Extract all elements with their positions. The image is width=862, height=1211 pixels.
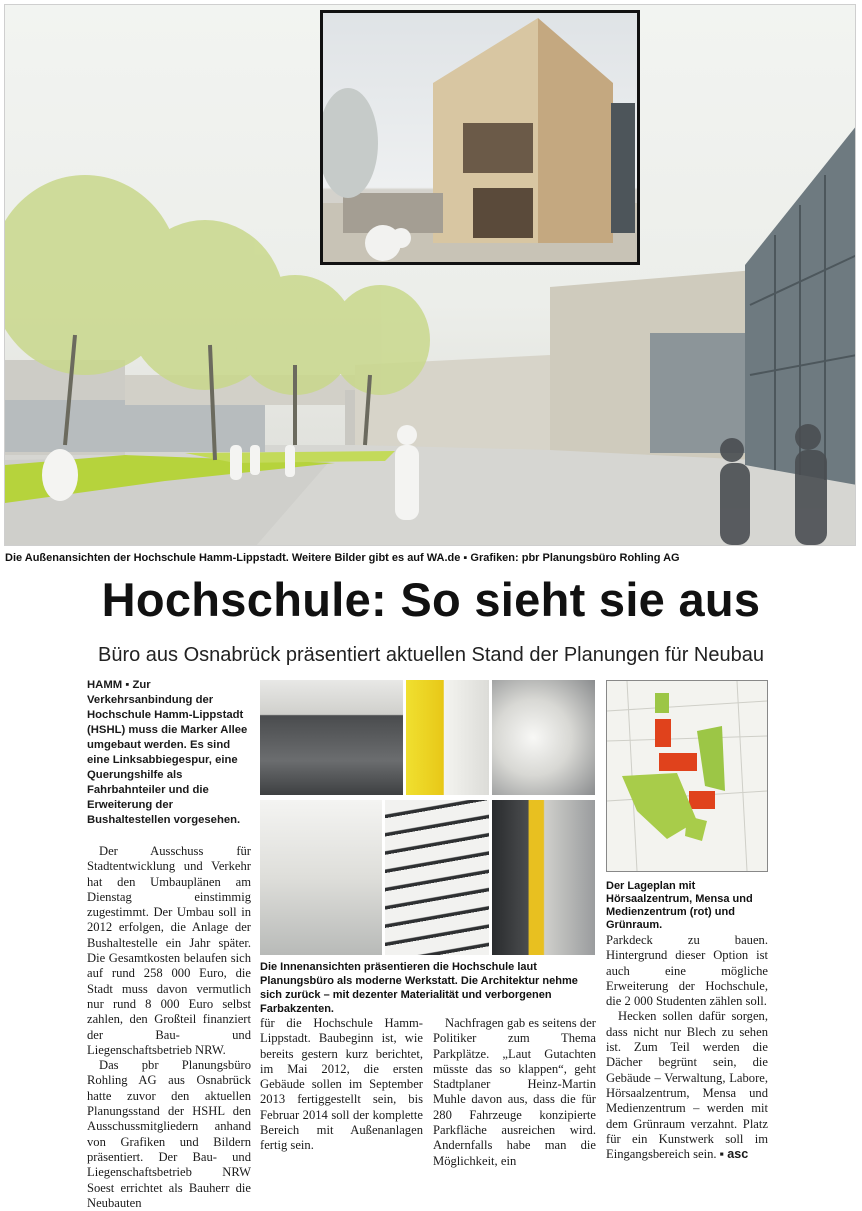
paragraph: Der Ausschuss für Stadtentwicklung und Verkehr hat den Umbauplänen am Dienstag einstimmig zugestimmt. Der Umbau soll in 2012 erfolgen, die Anlage der Bushaltestelle ein Jahr später. Die Gesamtkosten belaufen sich auf rund 258 000 Euro, die Stadt muss davon vermutlich nur rund 8 000 Euro selbst zahlen, den Großteil finanziert der Bau- und Liegenschaftsbetrieb NRW. [87,844,251,1057]
paragraph: für die Hochschule Hamm-Lippstadt. Baubeginn ist, wie bereits gestern kurz berichtet, im Mai 2012, die ersten Gebäude sollen im September 2013 fertiggestellt sein, bis Februar 2014 soll der komplette Bereich mit Außenanlagen fertig sein. [260,1016,423,1153]
building-closeup-inset [320,10,640,265]
spiral-stair-photo [492,680,595,795]
site-plan-map [606,680,768,872]
workshop-hall-photo [492,800,595,955]
paragraph: Nachfragen gab es seitens der Politiker zum Thema Parkplätze. „Laut Gutachten müsste das so klappen“, geht Stadtplaner Heinz-Martin Muhle davon aus, dass die für 280 Fahrzeuge konzipierte Parkfläche ausreichen wird. Andernfalls habe man die Möglichkeit, ein [433,1016,596,1168]
author-signature: asc [727,1147,749,1162]
paragraph: Parkdeck zu bauen. Hintergrund dieser Option ist auch eine mögliche Erweiterung der Hochschule, die 2 000 Studenten zählen soll. [606,933,768,1009]
atrium-photo [260,800,382,955]
article-column-4 [606,933,768,1162]
paragraph-text: Hecken sollen dafür sorgen, dass nicht nur Blech zu sehen ist. Zum Teil werden die Dächer begrünt sein, die Gebäude – Verwaltung, Labore, Hörsaalzentrum, Mensa und Medienzentrum – werden mit dem Grünraum verzahnt. Platz für ein Kunstwerk soll im Eingangsbereich sein. [606,1009,768,1162]
building-closeup-illustration [323,13,637,262]
interior-caption: Die Innenansichten präsentieren die Hochschule laut Planungsbüro als moderne Werkstatt. Die Architektur nehme sich zurück – mit dezenter Materialität und verborgenen Farbakzenten. [260,961,578,1015]
article-subheadline: Büro aus Osnabrück präsentiert aktuellen Stand der Planungen für Neubau [98,644,764,666]
interior-photo-grid [260,680,595,955]
hero-caption-credit: Grafiken: pbr Planungsbüro Rohling AG [470,552,680,564]
end-bullet: ▪ [719,1147,725,1162]
dateline: HAMM [87,679,123,691]
lecture-hall-photo [260,680,403,795]
yellow-corridor-photo [406,680,489,795]
article-column-2 [260,1016,423,1154]
caption-bullet: ▪ [463,552,468,564]
staircase-photo [385,800,489,955]
dateline-bullet: ▪ [125,679,130,691]
lead-text: Zur Verkehrsanbindung der Hochschule Hamm-Lippstadt (HSHL) muss die Marker Allee umgebaut werden. Es sind eine Linksabbiegespur, eine Querungshilfe als Fahrbahnteiler und die Erweiterung der Bushaltestellen vorgesehen. [87,679,248,826]
hero-caption-text: Die Außenansichten der Hochschule Hamm-Lippstadt. Weitere Bilder gibt es auf WA.de [5,552,461,564]
article-column-1 [87,678,251,1211]
site-plan-caption: Der Lageplan mit Hörsaalzentrum, Mensa und Medienzentrum (rot) und Grünraum. [606,880,753,931]
article-lead [87,678,251,828]
paragraph [606,1009,768,1162]
article-headline: Hochschule: So sieht sie aus [101,573,761,626]
hero-caption [5,552,857,565]
article-column-3 [433,1016,596,1169]
paragraph: Das pbr Planungsbüro Rohling AG aus Osnabrück hatte zuvor den aktuellen Planungsstand der HSHL den Ausschussmitgliedern anhand von Grafiken und Bildern präsentiert. Der Bau- und Liegenschaftsbetrieb NRW Soest errichtet als Bauherr die Neubauten [87,1058,251,1210]
site-plan-illustration [607,681,767,871]
